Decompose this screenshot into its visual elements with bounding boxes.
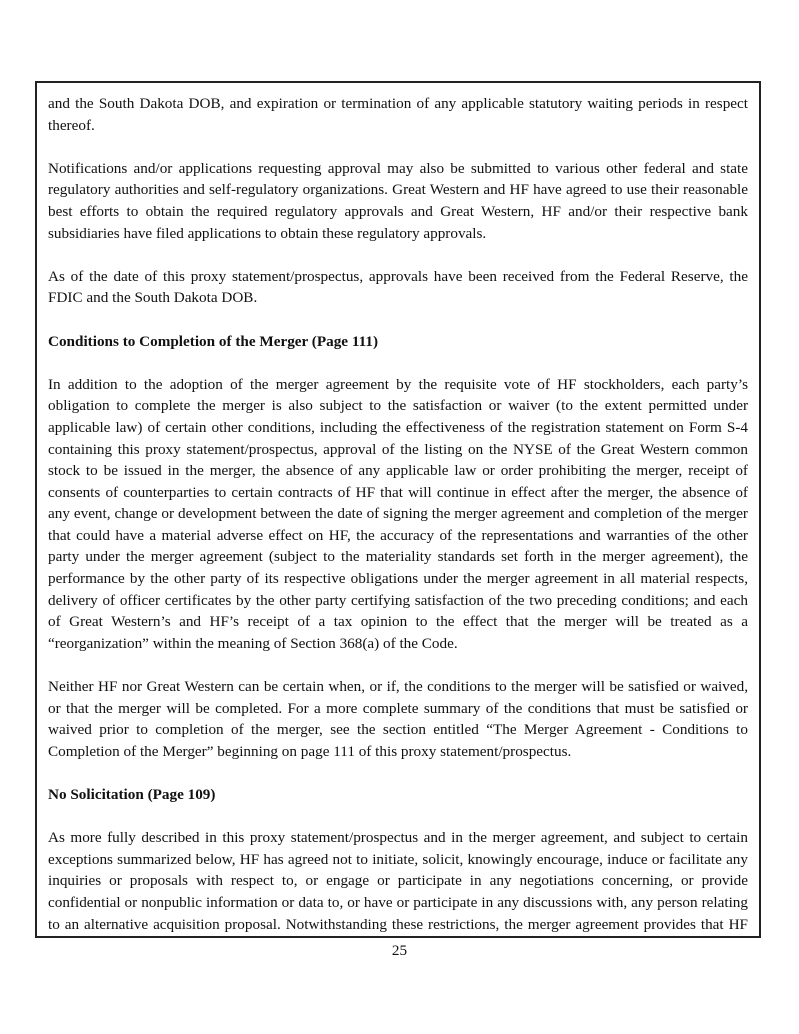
- paragraph: In addition to the adoption of the merger agreement by the requisite vote of HF stockholders, each party’s obligation to complete the merger is also subject to the satisfaction or waiver (to the extent permitted under applicable law) of certain other conditions, including the effectiveness of the registration statement on Form S-4 containing this proxy statement/prospectus, approval of the listing on the NYSE of the Great Western common stock to be issued in the merger, the absence of any applicable law or order prohibiting the merger, receipt of consents of counterparties to certain contracts of HF that will continue in effect after the merger, the absence of any event, change or development between the date of signing the merger agreement and completion of the merger that could have a material adverse effect on HF, the accuracy of the representations and warranties of the other party under the merger agreement (subject to the materiality standards set forth in the merger agreement), the performance by the other party of its respective obligations under the merger agreement in all material respects, delivery of officer certificates by the other party certifying satisfaction of the two preceding conditions; and each of Great Western’s and HF’s receipt of a tax opinion to the effect that the merger will be treated as a “reorganization” within the meaning of Section 368(a) of the Code.: [48, 375, 748, 652]
- paragraph: Neither HF nor Great Western can be certain when, or if, the conditions to the merger will be satisfied or waived, or that the merger will be completed. For a more complete summary of the conditions that must be satisfied or waived prior to completion of the merger, see the section entitled “The Merger Agreement - Conditions to Completion of the Merger” beginning on page 111 of this proxy statement/prospectus.: [48, 678, 748, 760]
- section-heading: Conditions to Completion of the Merger (Page 111): [48, 332, 379, 350]
- paragraph: Notifications and/or applications requesting approval may also be submitted to various other federal and state regulatory authorities and self-regulatory organizations. Great Western and HF have agreed to use their reasonable best efforts to obtain the required regulatory approvals and Great Western, HF and/or their respective bank subsidiaries have filed applications to obtain these regulatory approvals.: [48, 159, 748, 242]
- section-heading: No Solicitation (Page 109): [48, 786, 216, 803]
- paragraph: and the South Dakota DOB, and expiration or termination of any applicable statutory waiting periods in respect thereof.: [48, 95, 748, 134]
- page-number: 25: [391, 942, 408, 959]
- content-box: [35, 81, 761, 938]
- paragraph: As more fully described in this proxy statement/prospectus and in the merger agreement, and subject to certain exceptions summarized below, HF has agreed not to initiate, solicit, knowingly encourage, induce or facilitate any inquiries or proposals with respect to, or engage or participate in any negotiations concerning, or provide confidential or nonpublic information or data to, or have or participate in any discussions with, any person relating to an alternative acquisition proposal. Notwithstanding these restrictions, the merger agreement provides that HF: [48, 829, 748, 933]
- paragraph: As of the date of this proxy statement/prospectus, approvals have been received from the Federal Reserve, the FDIC and the South Dakota DOB.: [48, 267, 748, 307]
